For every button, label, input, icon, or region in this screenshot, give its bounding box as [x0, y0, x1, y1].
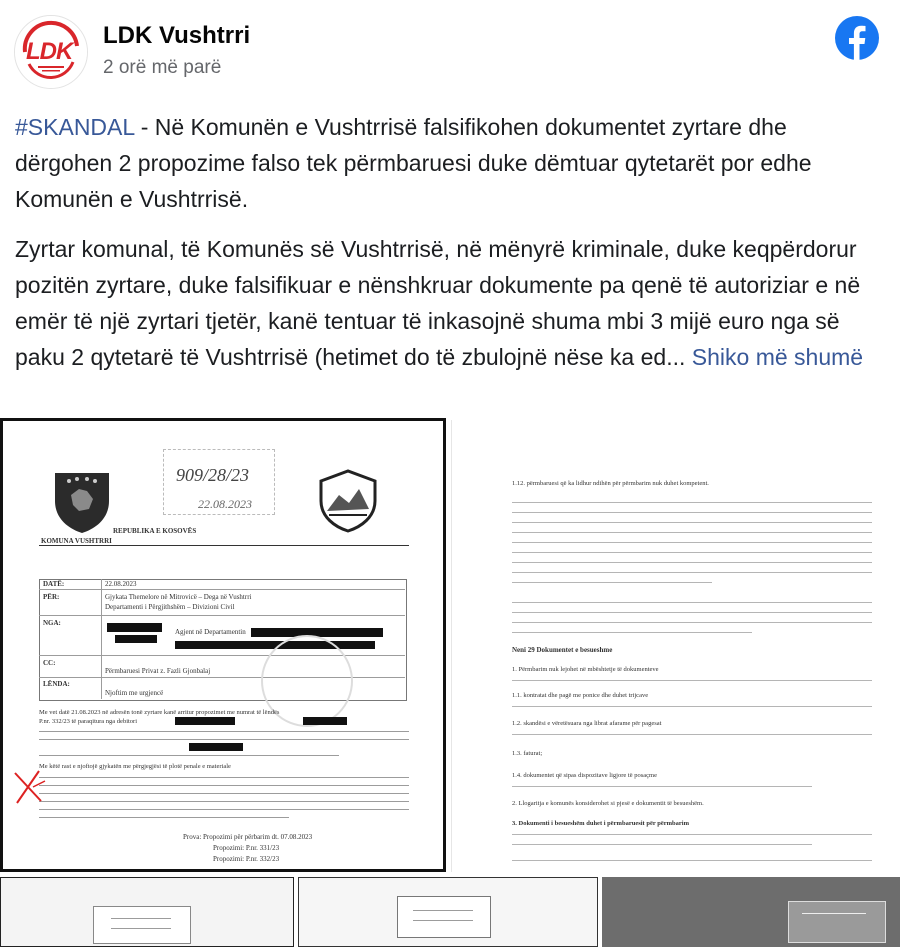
page-name[interactable]: LDK Vushtrri — [103, 22, 251, 49]
text-line — [512, 834, 872, 835]
stamp-number: 909/28/23 — [176, 465, 250, 485]
table-row-divider — [39, 655, 405, 656]
post-paragraph-2 — [15, 231, 885, 375]
text-line — [111, 928, 171, 929]
post-timestamp[interactable]: 2 orë më parë — [103, 57, 222, 78]
field-value-lenda: Njoftim me urgjencë — [105, 689, 164, 697]
memo-footer-proposal-2: Propozimi: P.nr. 332/23 — [213, 855, 280, 863]
text-line — [413, 920, 473, 921]
law-item-6: 2. Llogaritja e komunës konsiderohet si pjesë e dokumentit të besueshëm. — [512, 800, 704, 807]
text-line — [512, 734, 872, 735]
text-line — [512, 542, 872, 543]
law-heading: 1.12. përmbaruesi që ka lidhur ndihën për përmbarim nuk duhet kompetent. — [512, 480, 709, 487]
stamp-date: 22.08.2023 — [198, 497, 252, 511]
text-line — [512, 844, 812, 845]
law-item-1: 1. Përmbarim nuk lejohet në mbështetje të dokumenteve — [512, 666, 659, 673]
text-line — [512, 522, 872, 523]
redaction-bar — [115, 635, 157, 643]
post-header — [0, 0, 900, 95]
text-line — [413, 910, 473, 911]
photo-gallery — [0, 415, 900, 947]
field-value-per: Gjykata Themelore në Mitrovicë – Dega në Vushtrri — [105, 593, 252, 601]
paragraph-1-text: - Në Komunën e Vushtrrisë falsifikohen dokumentet zyrtare dhe dërgohen 2 propozime falso tek përmbaruesi duke dëmtuar qytetarët por edhe Komunën e Vushtrrisë. — [15, 114, 812, 212]
red-annotation-mark — [11, 767, 47, 807]
republic-heading: REPUBLIKA E KOSOVËS — [113, 527, 197, 535]
text-line — [39, 785, 409, 786]
memo-footer-proposal-1: Propozimi: P.nr. 331/23 — [213, 844, 280, 852]
redaction-bar — [303, 717, 347, 725]
table-col-divider — [101, 579, 102, 699]
photo-thumbnail-4[interactable] — [298, 877, 598, 947]
text-line — [39, 777, 409, 778]
text-line — [512, 562, 872, 563]
thumbnail-document-header — [397, 896, 491, 938]
text-line — [512, 502, 872, 503]
law-item-4: 1.3. faturat; — [512, 750, 543, 757]
memo-body-line-2: P.nr. 332/23 të paraqitura nga debitori — [39, 718, 138, 725]
field-value-date: 22.08.2023 — [105, 580, 137, 588]
text-line — [39, 801, 409, 802]
field-label-lenda: LËNDA: — [43, 680, 70, 688]
paragraph-2-text: Zyrtar komunal, të Komunës së Vushtrrisë, në mënyrë kriminale, duke keqpërdorur pozitën zyrtare, duke falsifikuar e nënshkruar dokumente pa qenë të autoriziar e në emër të një zyrtari tjetër, kanë tentuar të inkasojnë shuma mbi 3 mijë euro nga së paku 2 qytetarë të Vushtrrisë (hetimet do të zbulojnë nëse ka ed... — [15, 236, 861, 370]
law-item-7: 3. Dokumenti i besueshëm duhet i përmbaruesit për përmbarim — [512, 820, 690, 827]
redaction-bar — [189, 743, 243, 751]
field-value-cc: Përmbaruesi Privat z. Fazli Gjonbalaj — [105, 667, 211, 675]
photo-thumbnail-3[interactable] — [0, 877, 294, 947]
text-line — [39, 739, 409, 740]
thumbnail-document-header — [788, 901, 886, 943]
memo-footer-proof: Prova: Propozimi për përbarim dt. 07.08.2023 — [183, 833, 313, 841]
field-label-date: DATË: — [43, 580, 65, 588]
header-rule — [39, 545, 409, 546]
field-label-cc: CC: — [43, 659, 56, 667]
text-line — [512, 786, 812, 787]
memo-body-line-3: Me këtë rast e njoftojë gjykatën me përgjegjësi të plotë penale e materiale — [39, 763, 231, 770]
photo-thumbnail-5[interactable] — [602, 877, 900, 947]
text-line — [512, 552, 872, 553]
text-line — [111, 918, 171, 919]
text-line — [39, 817, 289, 818]
field-label-nga: NGA: — [43, 619, 61, 627]
thumbnail-document-header — [93, 906, 191, 944]
field-value-nga: Agjent në Departamentin — [175, 628, 246, 636]
law-item-3: 1.2. skandësi e vëretësuara nga librat afarame për pagesat — [512, 720, 662, 727]
memo-body-line-1: Me vet datë 21.08.2023 në adresën tonë zyrtare kanë arritur propozimet me numrat të lëndës — [39, 709, 280, 716]
redaction-bar — [107, 623, 162, 632]
see-more-link[interactable]: Shiko më shumë — [691, 344, 864, 370]
text-line — [39, 809, 409, 810]
redaction-bar — [175, 717, 235, 725]
text-line — [39, 755, 339, 756]
avatar-logo-text: LDK — [26, 38, 73, 65]
municipality-heading: KOMUNA VUSHTRRI — [41, 537, 112, 545]
table-row-divider — [39, 615, 405, 616]
text-line — [512, 860, 872, 861]
table-row-divider — [39, 589, 405, 590]
post-paragraph-1 — [15, 109, 885, 217]
text-line — [802, 913, 866, 914]
field-value-dept: Departamenti i Përgjithshëm – Divizioni Civil — [105, 603, 235, 611]
text-line — [512, 582, 712, 583]
text-line — [512, 680, 872, 681]
field-label-per: PËR: — [43, 593, 60, 601]
text-line — [512, 572, 872, 573]
text-line — [512, 602, 872, 603]
post-text — [15, 109, 885, 389]
text-line — [39, 731, 409, 732]
text-line — [512, 532, 872, 533]
text-line — [512, 512, 872, 513]
hashtag-link[interactable]: #SKANDAL — [15, 114, 135, 140]
text-line — [512, 622, 872, 623]
text-line — [512, 632, 752, 633]
photo-document-1[interactable] — [0, 418, 446, 872]
text-line — [512, 612, 872, 613]
facebook-icon — [835, 16, 879, 60]
text-line — [39, 793, 409, 794]
law-item-2: 1.1. kontratat dhe pagë me ponice dhe duhet trijcave — [512, 692, 649, 699]
law-section-title: Neni 29 Dokumentet e besueshme — [512, 646, 613, 654]
photo-document-2[interactable] — [451, 420, 900, 872]
text-line — [512, 706, 872, 707]
law-item-5: 1.4. dokumentet që sipas dispozitave ligjore të posaçme — [512, 772, 657, 779]
municipality-emblem-icon — [319, 469, 377, 533]
kosovo-emblem-icon — [53, 471, 111, 535]
page-avatar[interactable] — [14, 15, 88, 89]
